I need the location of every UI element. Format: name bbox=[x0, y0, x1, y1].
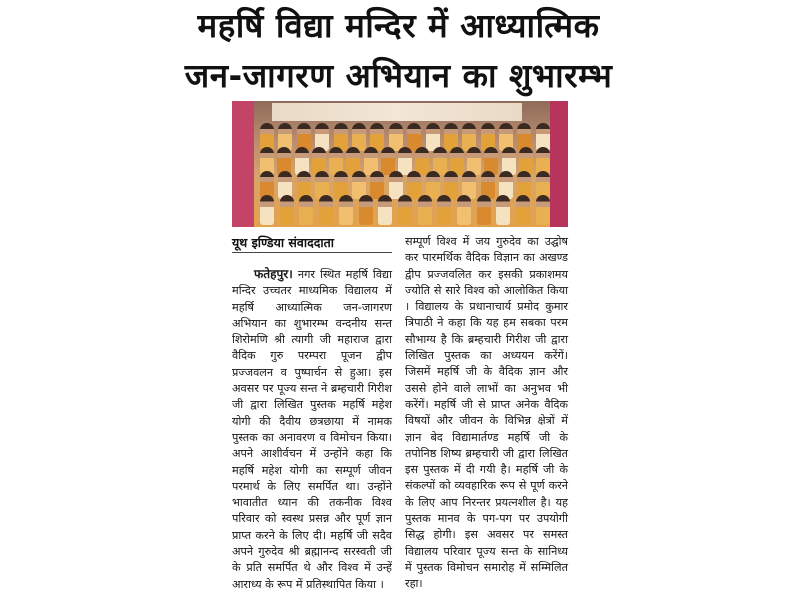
person-figure bbox=[378, 195, 392, 225]
person-figure bbox=[319, 195, 333, 225]
person-figure bbox=[477, 195, 491, 225]
article-column-1 bbox=[232, 266, 392, 593]
person-figure bbox=[299, 195, 313, 225]
article-column-2: सम्पूर्ण विश्व में जय गुरुदेव का उद्घोष कर पारमर्थिक वैदिक विज्ञान का अखण्ड द्वीप प्रज्जवलित कर इसकी प्रकाशमय ज्योति से सारे विश्व को आलोकित किया । विद्यालय के प्रधानाचार्य प्रमोद कुमार त्रिपाठी ने कहा कि यह हम सबका परम सौभाग्य है कि ब्रम्हचारी गिरीश जी द्वारा लिखित पुस्तक का अध्ययन करेंगें। जिसमें महर्षि जी के वैदिक ज्ञान और उससे होने वाले लाभों का अनुभव भी करेंगें। महर्षि जी से प्राप्त अनेक वैदिक विषयों और जीवन के विभिन्न क्षेत्रों में ज्ञान बेद विद्यामार्तण्ड महर्षि जी के तपोनिष्ठ शिष्य ब्रम्हचारी जी द्वारा लिखित इस पुस्तक में दी गयी है। महर्षि जी के संकल्पों को व्यवहारिक रूप से पूर्ण करने के लिए आप निरन्तर प्रयत्नशील है। यह पुस्तक मानव के पग-पग पर उपयोगी सिद्ध होगी। इस अवसर पर समस्त विद्यालय परिवार पूज्य सन्त के सानिध्य में पुस्तक विमोचन समारोह में सम्मिलित रहा। bbox=[405, 235, 568, 591]
person-figure bbox=[359, 195, 373, 225]
person-figure bbox=[457, 195, 471, 225]
person-figure bbox=[496, 195, 510, 225]
curtain-left bbox=[232, 101, 254, 227]
byline: यूथ इण्डिया संवाददाता bbox=[232, 235, 334, 250]
person-figure bbox=[418, 195, 432, 225]
headline-line-1: महर्षि विद्या मन्दिर में आध्यात्मिक bbox=[197, 6, 600, 45]
person-figure bbox=[516, 195, 530, 225]
curtain-right bbox=[550, 101, 568, 227]
group-photo bbox=[232, 101, 568, 227]
people-row-seated bbox=[260, 195, 550, 225]
person-figure bbox=[398, 195, 412, 225]
person-figure bbox=[437, 195, 451, 225]
column-1-text: नगर स्थित महर्षि विद्या मन्दिर उच्चतर माध्यमिक विद्यालय में महर्षि आध्यात्मिक जन-जागरण अभियान का शुभारम्भ वन्दनीय सन्त शिरोमणि श्री त्यागी जी महाराज द्वारा वैदिक गुरु परम्परा पूजन द्वीप प्रज्जवलन व पुष्पार्चन से हुआ। इस अवसर पर पूज्य सन्त ने ब्रम्हचारी गिरीश जी द्वारा लिखित पुस्तक महर्षि महेश योगी की दैवीय छत्रछाया में नामक पुस्तक का अनावरण व विमोचन किया। अपने आशीर्वचन में उन्होंने कहा कि महर्षि महेश योगी का सम्पूर्ण जीवन परमार्थ के लिए समर्पित था। उन्होंने भावातीत ध्यान की तकनीक विश्व परिवार को स्वस्थ प्रसन्न और पूर्ण ज्ञान प्राप्त करने के लिए दी। महर्षि जी सदैव अपने गुरुदेव श्री ब्रह्मानन्द सरस्वती जी के प्रति समर्पित थे और विश्व में उन्हें आराध्य के रूप में प्रतिस्थापित किया । bbox=[232, 268, 392, 591]
stage-banner bbox=[272, 103, 522, 121]
person-figure bbox=[260, 195, 274, 225]
headline-line-2: जन-जागरण अभियान का शुभारम्भ bbox=[184, 56, 613, 95]
byline-divider bbox=[232, 252, 392, 253]
dateline: फतेहपुर। bbox=[254, 267, 293, 281]
person-figure bbox=[339, 195, 353, 225]
person-figure bbox=[536, 195, 550, 225]
person-figure bbox=[280, 195, 294, 225]
